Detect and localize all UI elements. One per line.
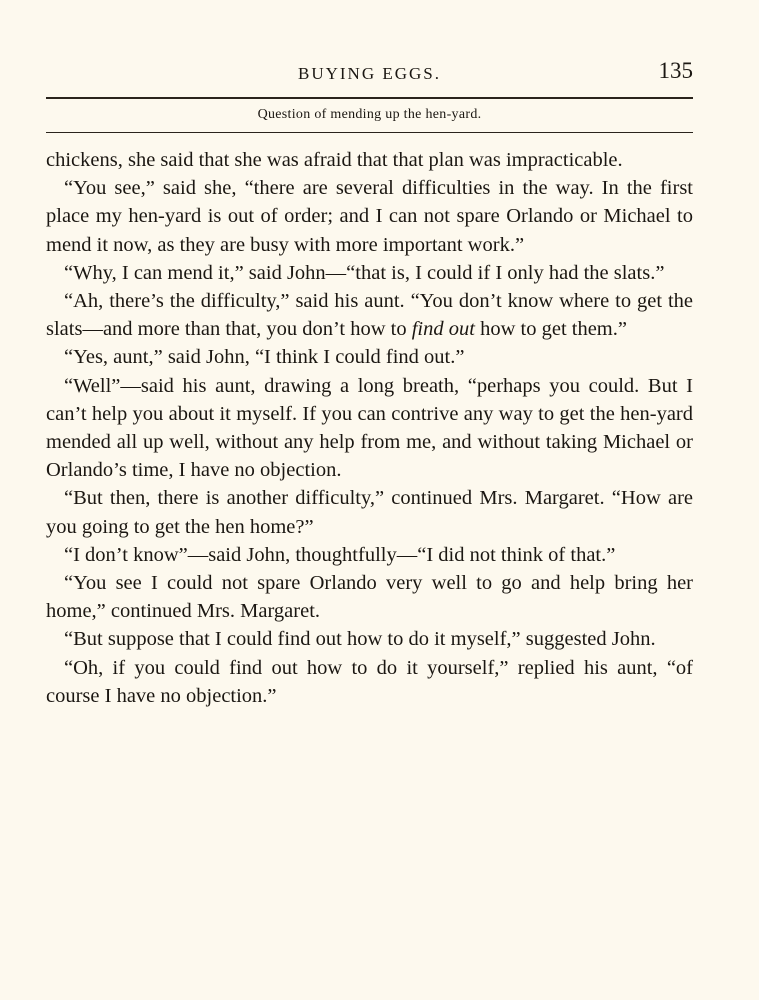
paragraph-text: “Ah, there’s the difficulty,” said his aunt. “You don’t know where to get the slats—and more than that, you don’t how to (46, 290, 693, 341)
italic-word: find (411, 318, 444, 341)
italic-word: out (448, 318, 475, 341)
paragraph: “Why, I can mend it,” said John—“that is, I could if I only had the slats.” (64, 261, 665, 284)
paragraph: “You see I could not spare Orlando very well to go and help bring her home,” continued Mrs. Margaret. (46, 572, 693, 623)
paragraph: “But then, there is another difficulty,” continued Mrs. Margaret. “How are you going to get the hen home?” (46, 487, 693, 538)
paragraph: “I don’t know”—said John, thoughtfully—“I did not think of that.” (64, 543, 616, 566)
header-rule (46, 97, 693, 99)
paragraph: “Well”—said his aunt, drawing a long breath, “perhaps you could. But I can’t help you about it myself. If you can contrive any way to get the hen-yard mended all up well, without any help from me, and without taking Michael or Orlando’s time, I have no objection. (46, 374, 693, 482)
paragraph (46, 287, 693, 343)
paragraph: “Yes, aunt,” said John, “I think I could find out.” (64, 346, 465, 369)
paragraph: “You see,” said she, “there are several difficulties in the way. In the first place my hen-yard is out of order; and I can not spare Orlando or Michael to mend it now, as they are busy with more important work.” (46, 177, 693, 256)
running-title: BUYING EGGS. (298, 64, 441, 83)
paragraph: “But suppose that I could find out how to do it myself,” suggested John. (64, 628, 656, 651)
paragraph: chickens, she said that she was afraid that that plan was impracticable. (46, 149, 623, 171)
subheading-rule (46, 132, 693, 133)
page-number: 135 (658, 58, 693, 83)
paragraph-text: how to get them.” (474, 318, 627, 341)
section-subheading: Question of mending up the hen-yard. (257, 107, 482, 122)
paragraph: “Oh, if you could find out how to do it yourself,” replied his aunt, “of course I have no objection.” (46, 656, 693, 707)
body-text (46, 146, 693, 710)
running-head (46, 58, 693, 88)
